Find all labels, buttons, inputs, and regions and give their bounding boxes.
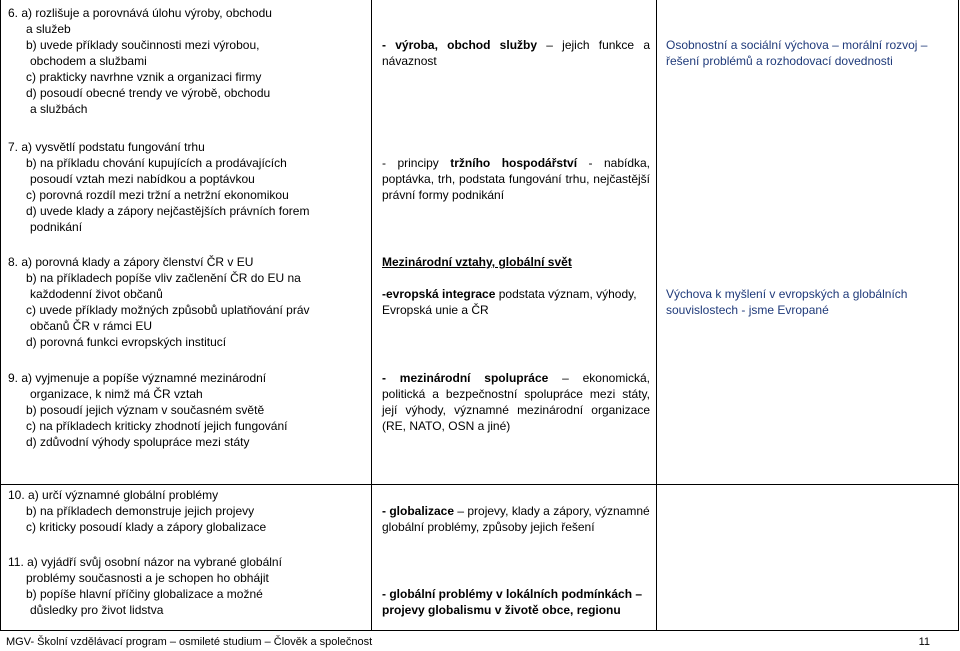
- topic-heading: - globalizace: [382, 504, 455, 518]
- topic-heading: - výroba, obchod služby: [382, 38, 538, 52]
- outcome-line: b) na příkladech popíše vliv začlenění ČR do EU na: [26, 271, 301, 285]
- row-11-curriculum: [382, 586, 650, 618]
- outcome-line: podnikání: [30, 220, 83, 234]
- outcome-line: občanů ČR v rámci EU: [30, 319, 153, 333]
- topic-heading: - mezinárodní spolupráce: [382, 371, 549, 385]
- table-border-right: [958, 0, 959, 630]
- outcome-line: b) posoudí jejich význam v současném světě: [26, 403, 265, 417]
- topic-text: - nabídka, poptávka, trh, podstata fungování trhu, nejčastější právní formy podnikání: [382, 156, 651, 202]
- outcome-line: d) uvede klady a zápory nejčastějších právních forem: [26, 204, 310, 218]
- outcome-line: 6. a) rozlišuje a porovnává úlohu výroby, obchodu: [8, 6, 272, 20]
- section-heading: Mezinárodní vztahy, globální svět: [382, 255, 572, 269]
- outcome-line: d) posoudí obecné trendy ve výrobě, obchodu: [26, 86, 271, 100]
- topic-text: – ekonomická, politická a bezpečnostní spolupráce mezi státy, její výhody, významné mezinárodní organizace (RE, NATO, OSN a jiné): [382, 371, 650, 433]
- column-divider-2: [656, 0, 657, 630]
- row-7-outcomes: [8, 139, 368, 235]
- outcome-line: 10. a) určí významné globální problémy: [8, 488, 219, 502]
- topic-text: – projevy, klady a zápory, významné globální problémy, způsoby jejich řešení: [382, 504, 650, 534]
- outcome-line: c) porovná rozdíl mezi tržní a netržní ekonomikou: [26, 188, 289, 202]
- outcome-line: c) kriticky posoudí klady a zápory globalizace: [26, 520, 267, 534]
- outcome-line: c) uvede příklady možných způsobů uplatňování práv: [26, 303, 310, 317]
- page-footer: [6, 634, 954, 650]
- row-11-outcomes: [8, 554, 368, 618]
- row-9-outcomes: [8, 370, 368, 450]
- outcome-line: 11. a) vyjádří svůj osobní názor na vybrané globální: [8, 555, 282, 569]
- row-6-outcomes: [8, 5, 368, 117]
- row-6-curriculum: [382, 37, 650, 69]
- outcome-line: d) zdůvodní výhody spolupráce mezi státy: [26, 435, 250, 449]
- topic-heading: - globální problémy v lokálních podmínkách –: [382, 587, 643, 601]
- table-border-bottom: [0, 630, 959, 631]
- table-border-left: [0, 0, 1, 630]
- outcome-line: a službách: [30, 102, 88, 116]
- outcome-line: b) uvede příklady součinnosti mezi výrobou,: [26, 38, 260, 52]
- outcome-line: b) na příkladech demonstruje jejich projevy: [26, 504, 255, 518]
- outcome-line: organizace, k nimž má ČR vztah: [30, 387, 203, 401]
- outcome-line: posoudí vztah mezi nabídkou a poptávkou: [30, 172, 255, 186]
- footer-text: MGV- Školní vzdělávací program – osmileté studium – Člověk a společnost: [6, 636, 373, 648]
- outcome-line: problémy současnosti a je schopen ho obhájit: [26, 571, 269, 585]
- row-9-curriculum: [382, 370, 650, 434]
- outcome-line: každodenní život občanů: [30, 287, 163, 301]
- outcome-line: obchodem a službami: [30, 54, 147, 68]
- outcome-line: d) porovná funkci evropských institucí: [26, 335, 227, 349]
- row-8-curriculum: [382, 254, 650, 318]
- row-10-curriculum: [382, 503, 650, 535]
- topic-heading: projevy globalismu v životě obce, regionu: [382, 603, 621, 617]
- topic-heading: tržního hospodářství: [450, 156, 578, 170]
- topic-text: - principy: [382, 156, 451, 170]
- outcome-line: 9. a) vyjmenuje a popíše významné mezinárodní: [8, 371, 267, 385]
- outcome-line: důsledky pro život lidstva: [30, 603, 164, 617]
- outcome-line: c) prakticky navrhne vznik a organizaci firmy: [26, 70, 262, 84]
- column-divider-1: [371, 0, 372, 630]
- outcome-line: a služeb: [26, 22, 71, 36]
- topic-heading: -evropská integrace: [382, 287, 496, 301]
- crosscutting-theme: Osobnostní a sociální výchova – morální rozvoj – řešení problémů a rozhodovací dovednosti: [666, 38, 928, 68]
- row-6-crosscutting: [666, 37, 952, 69]
- outcome-line: 8. a) porovná klady a zápory členství ČR v EU: [8, 255, 254, 269]
- row-7-curriculum: [382, 155, 650, 203]
- outcome-line: b) na příkladu chování kupujících a prodávajících: [26, 156, 287, 170]
- row-8-outcomes: [8, 254, 368, 350]
- row-divider: [0, 484, 959, 485]
- row-8-crosscutting: [666, 286, 952, 318]
- outcome-line: 7. a) vysvětlí podstatu fungování trhu: [8, 140, 205, 154]
- crosscutting-theme: Výchova k myšlení v evropských a globálních souvislostech - jsme Evropané: [666, 287, 908, 317]
- topic-text: – jejich funkce a návaznost: [382, 38, 650, 68]
- outcome-line: b) popíše hlavní příčiny globalizace a možné: [26, 587, 263, 601]
- outcome-line: c) na příkladech kriticky zhodnotí jejich fungování: [26, 419, 288, 433]
- topic-text: podstata význam, výhody, Evropská unie a ČR: [382, 287, 637, 317]
- page-number: 11: [918, 636, 930, 648]
- row-10-outcomes: [8, 487, 368, 535]
